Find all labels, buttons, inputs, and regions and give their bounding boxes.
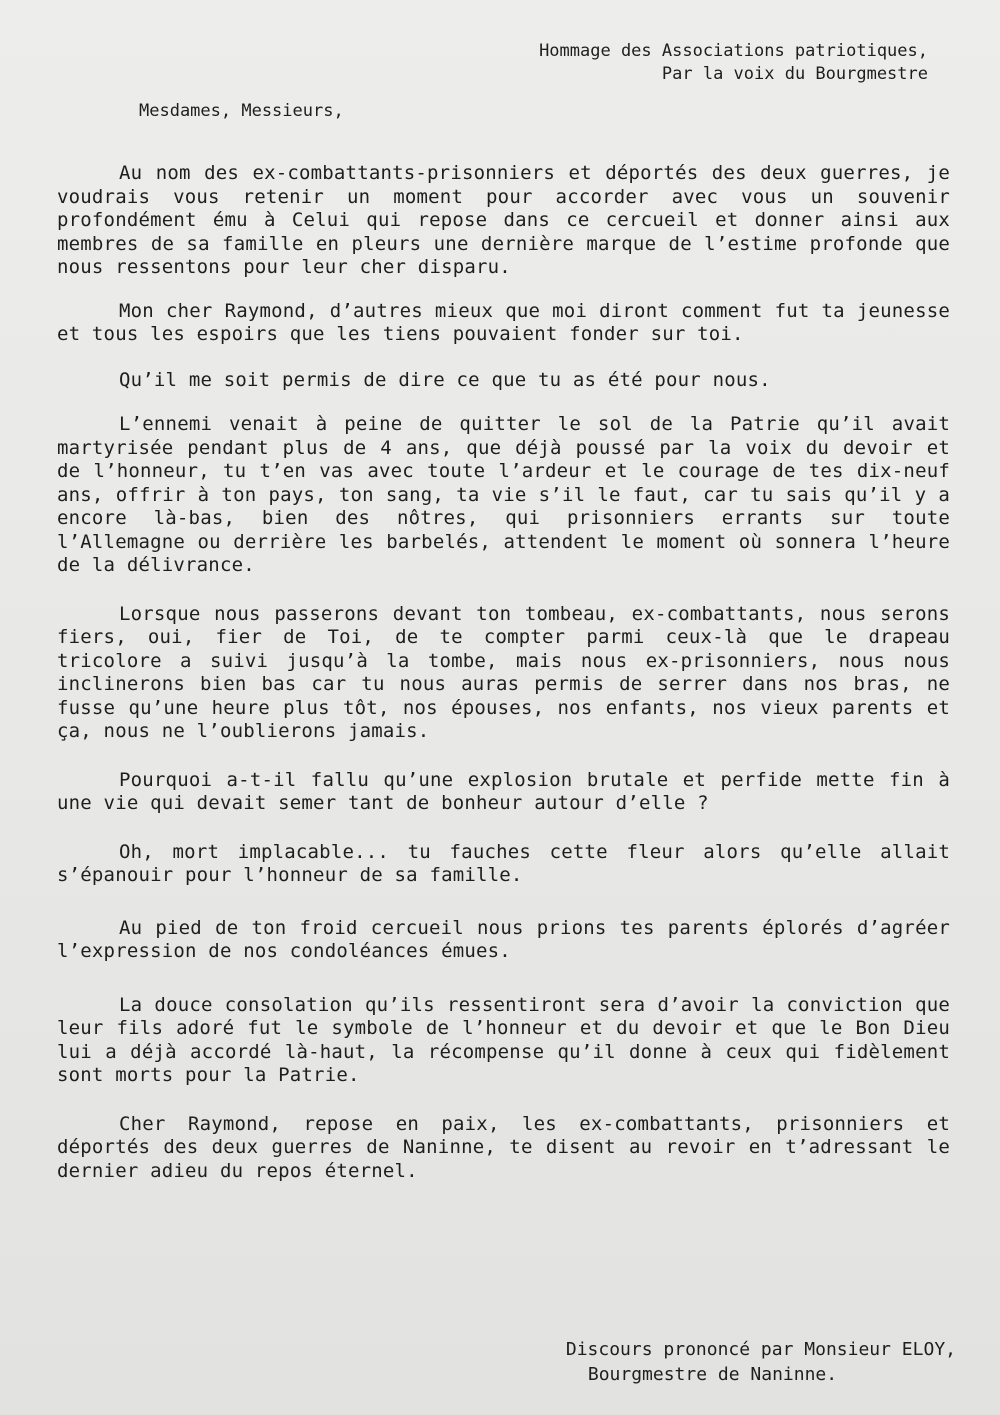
letter-header bbox=[539, 40, 928, 86]
paragraph: L’ennemi venait à peine de quitter le sol de la Patrie qu’il avait martyrisée pendant plus de 4 ans, que déjà poussé par la voix du devoir et de l’honneur, tu t’en vas avec toute l’ardeur et le courage de tes dix-neuf ans, offrir à ton pays, ton sang, ta vie s’il le faut, car tu sais qu’il y a encore là-bas, bien des nôtres, qui prisonniers errants sur toute l’Allemagne ou derrière les barbelés, attendent le moment où sonnera l’heure de la délivrance. bbox=[57, 413, 950, 576]
signature-line-2: Bourgmestre de Naninne. bbox=[587, 1364, 838, 1385]
paragraph: Au nom des ex-combattants-prisonniers et déportés des deux guerres, je voudrais vous retenir un moment pour accorder avec vous un souvenir profondément ému à Celui qui repose dans ce cercueil et donner ainsi aux membres de sa famille en pleurs une dernière marque de l’estime profonde que nous ressentons pour leur cher disparu. bbox=[57, 162, 950, 278]
paragraph: Lorsque nous passerons devant ton tombeau, ex-combattants, nous serons fiers, oui, fier de Toi, de te compter parmi ceux-là que le drapeau tricolore a suivi jusqu’à la tombe, mais nous ex-prisonniers, nous nous inclinerons bien bas car tu nous auras permis de serrer dans nos bras, ne fusse qu’une heure plus tôt, nos épouses, nos enfants, nos vieux parents et ça, nous ne l’oublierons jamais. bbox=[57, 602, 950, 742]
header-line-1: Hommage des Associations patriotiques, bbox=[539, 41, 928, 61]
paragraph: La douce consolation qu’ils ressentiront sera d’avoir la conviction que leur fils adoré fut le symbole de l’honneur et du devoir et que le Bon Dieu lui a déjà accordé là-haut, la récompense qu’il donne à ceux qui fidèlement sont morts pour la Patrie. bbox=[57, 993, 950, 1086]
letter-body bbox=[57, 162, 950, 1203]
header-line-2: Par la voix du Bourgmestre bbox=[661, 64, 928, 84]
signature-line-1: Discours prononcé par Monsieur ELOY, bbox=[565, 1339, 956, 1360]
paragraph: Mon cher Raymond, d’autres mieux que moi diront comment fut ta jeunesse et tous les espoirs que les tiens pouvaient fonder sur toi. bbox=[57, 299, 950, 345]
paragraph: Pourquoi a-t-il fallu qu’une explosion brutale et perfide mette fin à une vie qui devait semer tant de bonheur autour d’elle ? bbox=[57, 768, 950, 814]
paragraph: Qu’il me soit permis de dire ce que tu as été pour nous. bbox=[119, 368, 771, 391]
signature-block bbox=[566, 1337, 956, 1387]
salutation: Mesdames, Messieurs, bbox=[139, 101, 344, 121]
paragraph: Au pied de ton froid cercueil nous prions tes parents éplorés d’agréer l’expression de nos condoléances émues. bbox=[57, 916, 950, 962]
paragraph: Oh, mort implacable... tu fauches cette fleur alors qu’elle allait s’épanouir pour l’honneur de sa famille. bbox=[57, 840, 950, 886]
paragraph: Cher Raymond, repose en paix, les ex-combattants, prisonniers et déportés des deux guerres de Naninne, te disent au revoir en t’adressant le dernier adieu du repos éternel. bbox=[57, 1112, 950, 1182]
